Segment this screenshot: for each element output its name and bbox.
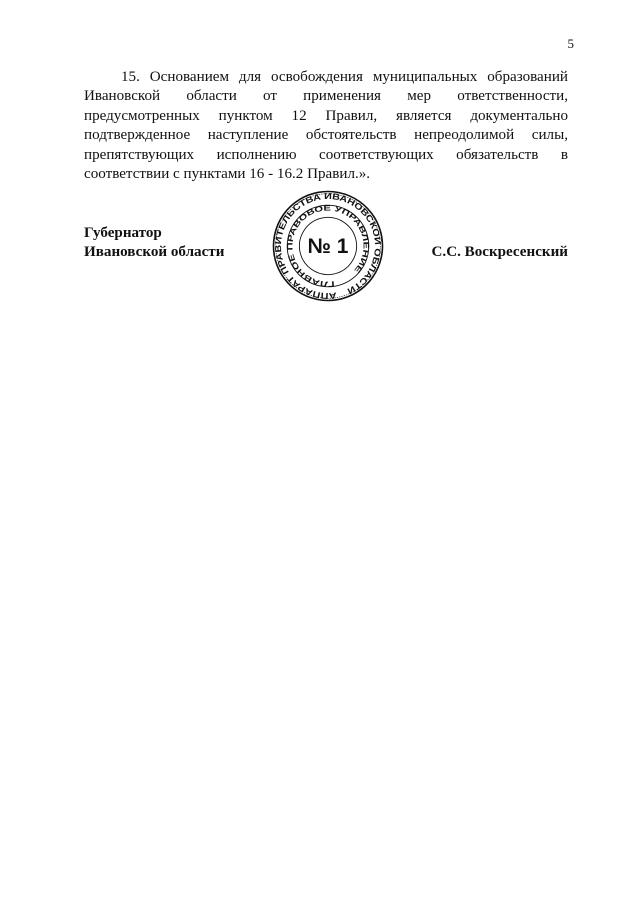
official-seal [272, 190, 384, 302]
page-number: 5 [567, 36, 574, 51]
seal-number: № 1 [307, 235, 349, 258]
signer-name: С.С. Воскресенский [431, 244, 568, 260]
paragraph-15: 15. Основанием для освобождения муниципальных образований Ивановской области от применения мер ответственности, предусмотренных пунктом 12 Правил, является документально подтвержденное наступление обстоятельств непреодолимой силы, препятствующих исполнению соответствующих обязательств в соответствии с пунктами 16 - 16.2 Правил.». [84, 69, 568, 183]
signatory-block [84, 224, 224, 263]
seal-inner-text: ГЛАВНОЕ ПРАВОВОЕ УПРАВЛЕНИЕ [285, 203, 371, 289]
signatory-title-line1: Губернатор [84, 225, 162, 241]
seal-graphic [272, 190, 384, 302]
signatory-title-line2: Ивановской области [84, 244, 225, 261]
seal-outer-text: АППАРАТ ПРАВИТЕЛЬСТВА ИВАНОВСКОЙ ОБЛАСТИ [272, 190, 384, 302]
